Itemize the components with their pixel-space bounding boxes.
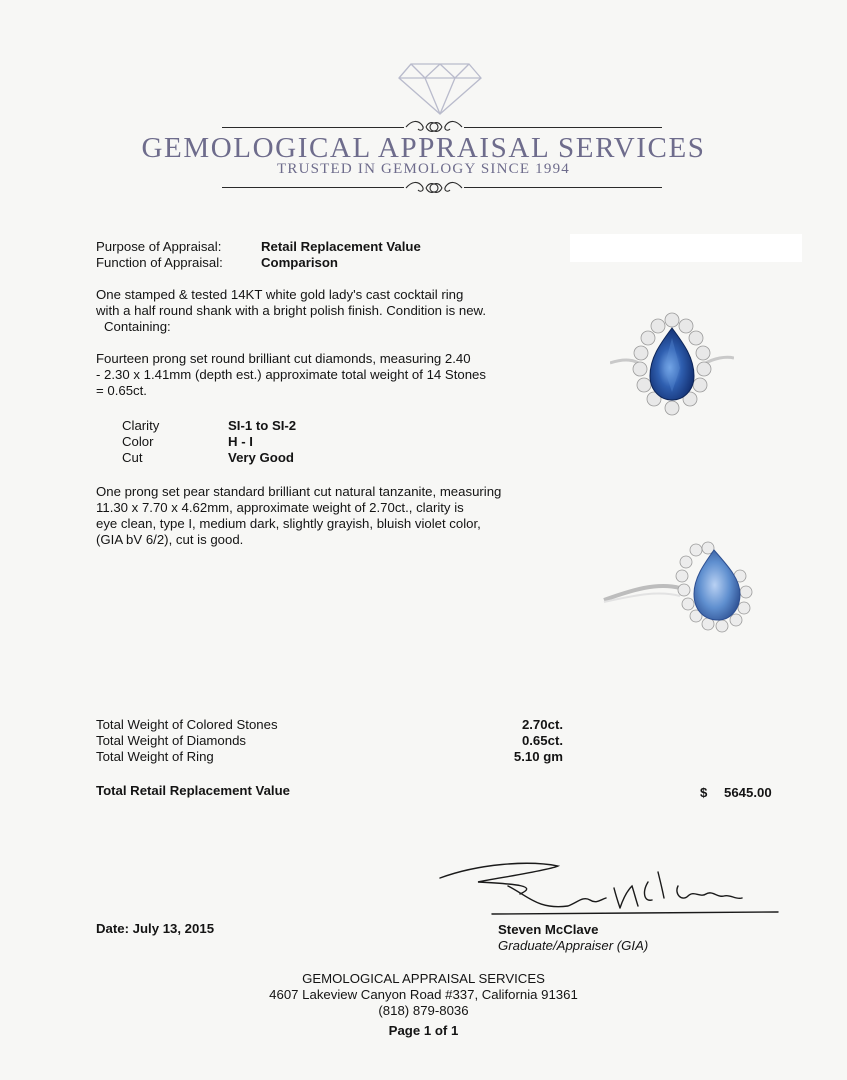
footer-phone: (818) 879-8036 <box>378 1003 469 1018</box>
currency-symbol: $ <box>700 785 708 800</box>
purpose-value: Retail Replacement Value <box>261 239 421 254</box>
grade-value: Very Good <box>228 450 294 465</box>
company-subtitle: TRUSTED IN GEMOLOGY SINCE 1994 <box>277 161 570 177</box>
grade-label: Clarity <box>122 418 160 433</box>
header-rule-bottom-left <box>222 187 404 188</box>
diamonds-line: Fourteen prong set round brilliant cut diamonds, measuring 2.40 <box>96 351 471 366</box>
item-description <box>96 287 556 335</box>
tanzanite-description <box>96 484 566 548</box>
scroll-ornament-icon <box>404 177 464 199</box>
ring-photo-icon <box>602 540 762 650</box>
grade-label: Color <box>122 434 154 449</box>
function-label: Function of Appraisal: <box>96 255 223 270</box>
ring-photo-icon <box>610 308 734 430</box>
tanzanite-line: 11.30 x 7.70 x 4.62mm, approximate weight of 2.70ct., clarity is <box>96 500 464 515</box>
total-value: 0.65ct. <box>521 733 563 748</box>
function-value: Comparison <box>261 255 338 270</box>
total-retail-value-amount: 5645.00 <box>724 785 772 800</box>
tanzanite-line: One prong set pear standard brilliant cut natural tanzanite, measuring <box>96 484 502 499</box>
header-rule-bottom-right <box>464 187 662 188</box>
header-rule-top-left <box>222 127 404 128</box>
signature-icon <box>438 856 783 918</box>
total-label: Total Weight of Ring <box>96 749 214 764</box>
total-retail-value-label: Total Retail Replacement Value <box>96 783 290 798</box>
grade-value: SI-1 to SI-2 <box>228 418 297 433</box>
diamond-logo-icon <box>395 58 485 118</box>
item-description-line: Containing: <box>104 319 171 334</box>
footer-company: GEMOLOGICAL APPRAISAL SERVICES <box>302 971 545 986</box>
total-value: 2.70ct. <box>521 717 563 732</box>
tanzanite-line: eye clean, type I, medium dark, slightly grayish, bluish violet color, <box>96 516 481 531</box>
header-rule-top-right <box>464 127 662 128</box>
appraiser-name: Steven McClave <box>498 922 599 937</box>
appraiser-title: Graduate/Appraiser (GIA) <box>498 938 649 953</box>
tanzanite-line: (GIA bV 6/2), cut is good. <box>96 532 244 547</box>
grade-label: Cut <box>122 450 143 465</box>
appraisal-date: Date: July 13, 2015 <box>96 921 215 936</box>
total-label: Total Weight of Colored Stones <box>96 717 278 732</box>
total-value: 5.10 gm <box>513 749 563 764</box>
purpose-label: Purpose of Appraisal: <box>96 239 222 254</box>
page-number: Page 1 of 1 <box>388 1023 459 1038</box>
diamonds-line: - 2.30 x 1.41mm (depth est.) approximate total weight of 14 Stones <box>96 367 486 382</box>
item-description-line: with a half round shank with a bright polish finish. Condition is new. <box>96 303 486 318</box>
diamonds-description <box>96 351 556 399</box>
company-title: GEMOLOGICAL APPRAISAL SERVICES <box>141 132 706 164</box>
grade-value: H - I <box>228 434 253 449</box>
diamonds-line: = 0.65ct. <box>96 383 147 398</box>
redaction-box <box>570 234 802 262</box>
footer-address: 4607 Lakeview Canyon Road #337, California 91361 <box>269 987 578 1002</box>
total-label: Total Weight of Diamonds <box>96 733 247 748</box>
item-description-line: One stamped & tested 14KT white gold lady's cast cocktail ring <box>96 287 464 302</box>
